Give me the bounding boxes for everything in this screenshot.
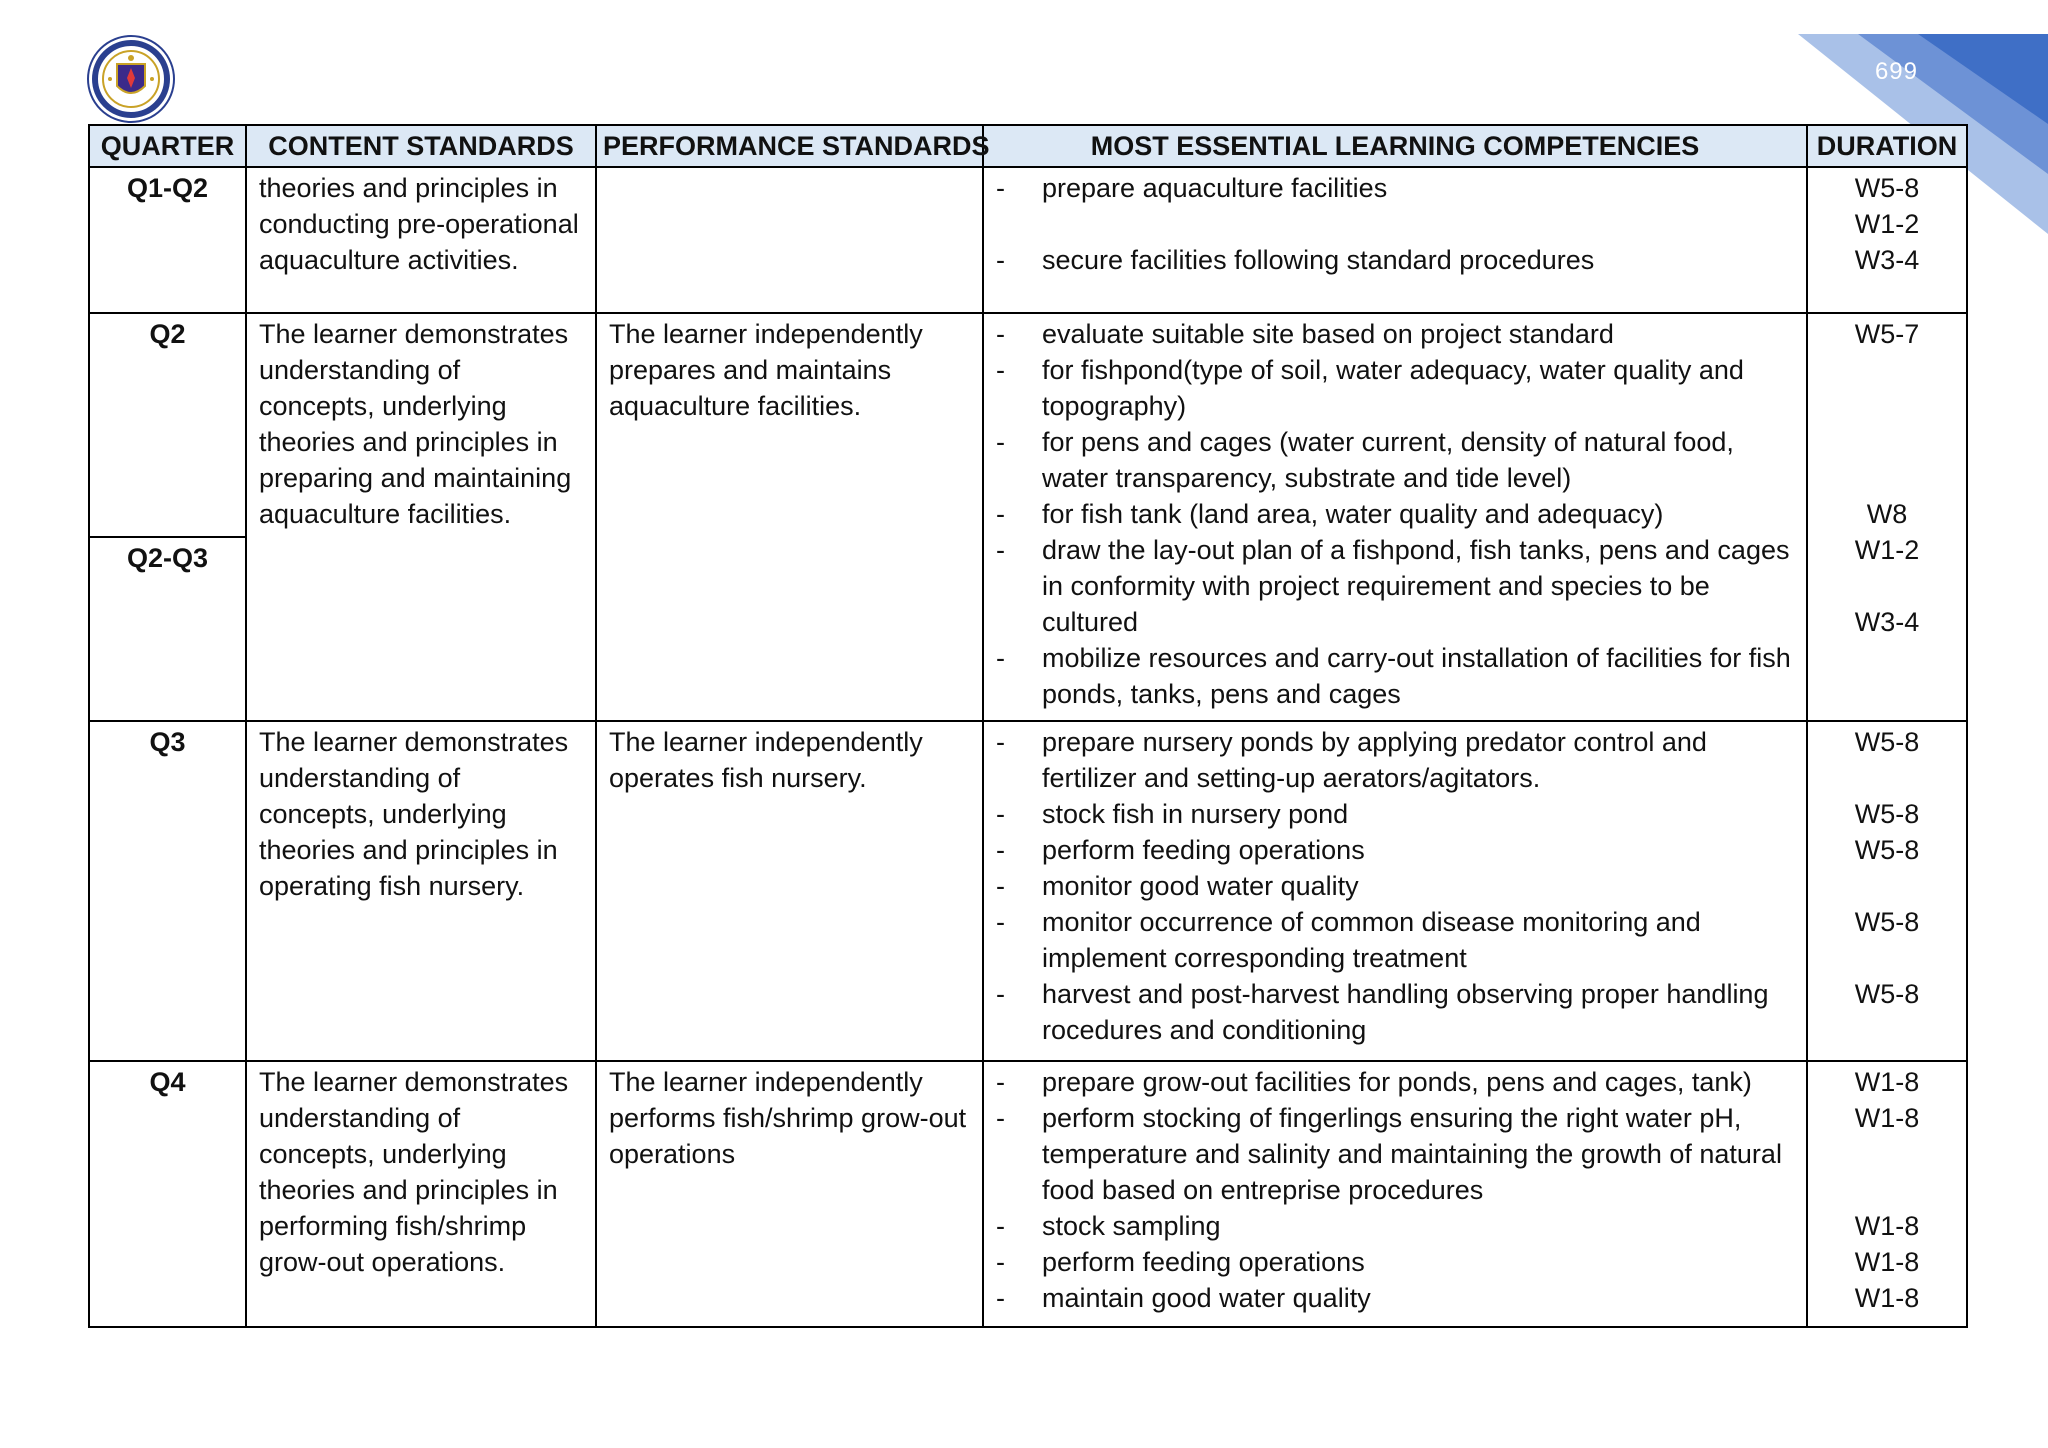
quarter-cell: Q1-Q2 (89, 167, 246, 313)
quarter-cell: Q2 (89, 313, 246, 537)
list-item: - mobilize resources and carry-out installation of facilities for fish ponds, tanks, pens and cages (996, 643, 1791, 709)
list-item: - prepare aquaculture facilities (996, 173, 1388, 203)
quarter-cell: Q2-Q3 (89, 537, 246, 721)
duration-cell: W5-8 W1-2 W3-4 (1807, 167, 1967, 313)
list-item: - perform feeding operations (996, 835, 1365, 865)
list-item: - draw the lay-out plan of a fishpond, fish tanks, pens and cages in conformity with project requirement and species to be cultured (996, 535, 1790, 637)
performance-standard-cell (596, 167, 983, 313)
list-item: - for pens and cages (water current, density of natural food, water transparency, substrate and tide level) (996, 427, 1734, 493)
competencies-cell (983, 721, 1807, 1061)
table-row (89, 313, 1967, 537)
table-row (89, 167, 1967, 313)
table-row (89, 1061, 1967, 1327)
list-item: - stock sampling (996, 1211, 1221, 1241)
table-row (89, 721, 1967, 1061)
list-item: - prepare nursery ponds by applying predator control and fertilizer and setting-up aerators/agitators. (996, 727, 1707, 793)
list-item: - for fish tank (land area, water quality and adequacy) (996, 499, 1664, 529)
header-duration: DURATION (1807, 125, 1967, 167)
competencies-cell (983, 1061, 1807, 1327)
quarter-cell: Q4 (89, 1061, 246, 1327)
performance-standard-cell: The learner independently operates fish nursery. (596, 721, 983, 1061)
list-item: - secure facilities following standard procedures (996, 245, 1595, 275)
curriculum-table (88, 124, 1968, 1328)
list-item: - for fishpond(type of soil, water adequacy, water quality and topography) (996, 355, 1744, 421)
competencies-cell (983, 313, 1807, 721)
duration-cell: W5-8 W5-8 W5-8 W5-8 W5-8 (1807, 721, 1967, 1061)
list-item: - perform stocking of fingerlings ensuring the right water pH, temperature and salinity and maintaining the growth of natural food based on entreprise procedures (996, 1103, 1782, 1205)
list-item: - monitor occurrence of common disease monitoring and implement corresponding treatment (996, 907, 1701, 973)
list-item: - prepare grow-out facilities for ponds, pens and cages, tank) (996, 1067, 1752, 1097)
content-standard-cell: The learner demonstrates understanding of concepts, underlying theories and principles in performing fish/shrimp grow-out operations. (246, 1061, 596, 1327)
duration-cell: W5-7 W8 W1-2 W3-4 (1807, 313, 1967, 721)
content-standard-cell: The learner demonstrates understanding of concepts, underlying theories and principles in operating fish nursery. (246, 721, 596, 1061)
header-content-standards: CONTENT STANDARDS (246, 125, 596, 167)
deped-seal-icon (86, 34, 176, 124)
list-item: - monitor good water quality (996, 871, 1359, 901)
duration-cell: W1-8 W1-8 W1-8 W1-8 W1-8 (1807, 1061, 1967, 1327)
quarter-cell: Q3 (89, 721, 246, 1061)
list-item: - stock fish in nursery pond (996, 799, 1349, 829)
page-number: 699 (1874, 58, 1918, 85)
header-competencies: MOST ESSENTIAL LEARNING COMPETENCIES (983, 125, 1807, 167)
table-header-row (89, 125, 1967, 167)
list-item: - evaluate suitable site based on project standard (996, 319, 1614, 349)
list-item: - perform feeding operations (996, 1247, 1365, 1277)
header-performance-standards: PERFORMANCE STANDARDS (596, 125, 983, 167)
list-item: - harvest and post-harvest handling observing proper handling rocedures and conditioning (996, 979, 1769, 1045)
content-standard-cell: The learner demonstrates understanding of concepts, underlying theories and principles in preparing and maintaining aquaculture facilities. (246, 313, 596, 721)
performance-standard-cell: The learner independently prepares and maintains aquaculture facilities. (596, 313, 983, 721)
header-quarter: QUARTER (89, 125, 246, 167)
list-item: - maintain good water quality (996, 1283, 1371, 1313)
competencies-cell (983, 167, 1807, 313)
content-standard-cell: theories and principles in conducting pre-operational aquaculture activities. (246, 167, 596, 313)
performance-standard-cell: The learner independently performs fish/shrimp grow-out operations (596, 1061, 983, 1327)
